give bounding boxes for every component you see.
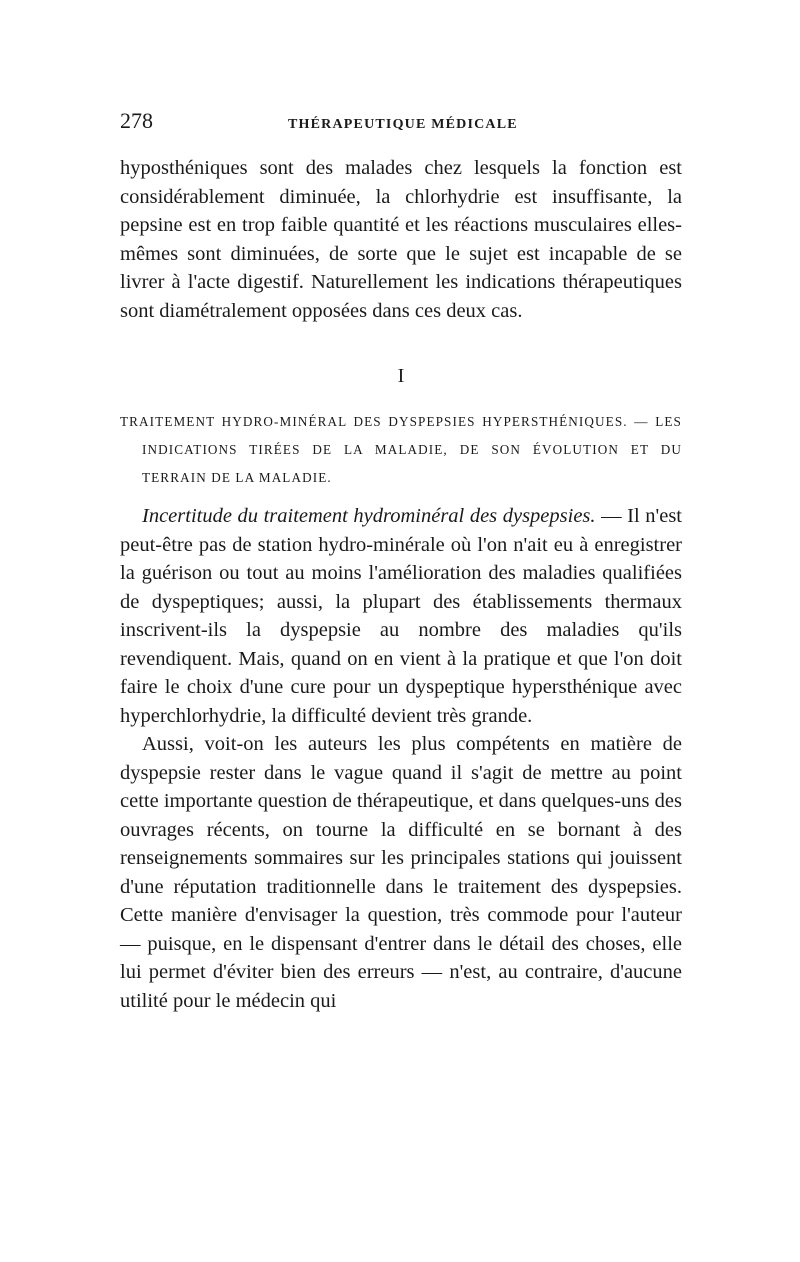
paragraph-aussi: Aussi, voit-on les auteurs les plus compétents en matière de dyspepsie rester dans le vague quand il s'agit de mettre au point cette importante question de thérapeutique, et dans quelques-uns des ouvrages récents, on tourne la difficulté en se bornant à des renseignements sommaires sur les principales stations qui jouissent d'une réputation traditionnelle dans le traitement des dyspepsies. Cette manière d'envisager la question, très commode pour l'auteur — puisque, en le dispensant d'entrer dans le détail des choses, elle lui permet d'éviter bien des erreurs — n'est, au contraire, d'aucune utilité pour le médecin qui [120,733,682,1012]
page-header [120,108,682,148]
section-number: I [397,365,405,387]
book-page [120,108,682,1015]
running-head: THÉRAPEUTIQUE MÉDICALE [288,117,518,132]
paragraph-incertitude [120,502,682,730]
paragraph-lead-italic: Incertitude du traitement hydrominéral des dyspepsies. [142,505,596,527]
section-title: TRAITEMENT HYDRO-MINÉRAL DES DYSPEPSIES HYPERSTHÉNIQUES. — LES INDICATIONS TIRÉES DE LA MALADIE, DE SON ÉVOLUTION ET DU TERRAIN DE LA MALADIE. [120,414,682,485]
paragraph-body: — Il n'est peut-être pas de station hydro-minérale où l'on n'ait eu à enregistrer la guérison ou tout au moins l'amélioration des maladies qualifiées de dyspeptiques; aussi, la plupart des établissements thermaux inscrivent-ils la dyspepsie au nombre des maladies qu'ils revendiquent. Mais, quand on en vient à la pratique et que l'on doit faire le choix d'une cure pour un dyspeptique hypersthénique avec hyperchlorhydrie, la difficulté devient très grande. [120,505,682,727]
page-number: 278 [120,108,153,133]
opening-paragraph: hyposthéniques sont des malades chez lesquels la fonction est considérablement diminuée, la chlorhydrie est insuffisante, la pepsine est en trop faible quantité et les réactions musculaires elles-mêmes sont diminuées, de sorte que le sujet est incapable de se livrer à l'acte digestif. Naturellement les indications thérapeutiques sont diamétralement opposées dans ces deux cas. [120,157,682,322]
